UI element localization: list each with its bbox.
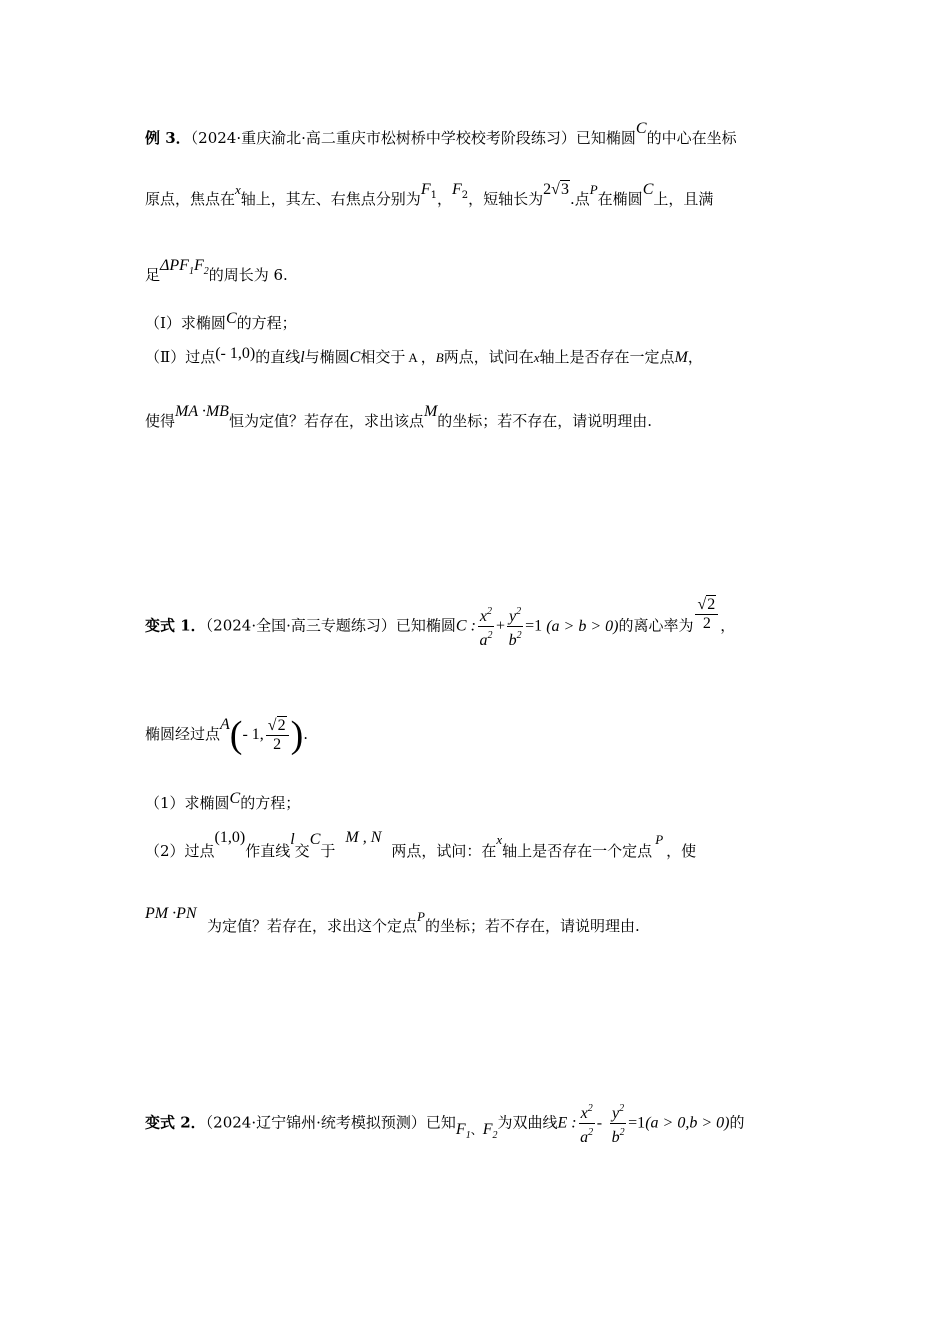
ex3-text: 轴上，其左、右焦点分别为 [240, 190, 421, 208]
math-F1-F2 [455, 1120, 498, 1141]
punct: ， [436, 190, 452, 208]
ex3-label: 例 3． [145, 129, 191, 147]
math-a: a [479, 632, 488, 649]
ex3-text: 上，且满 [653, 190, 714, 208]
math-C: C [349, 349, 361, 366]
math-P: P [655, 832, 664, 847]
punct: ， [420, 348, 436, 366]
v1-q1 [145, 792, 300, 815]
math-F: F [455, 1120, 466, 1138]
math-E-colon: E : [557, 1114, 577, 1132]
ex3-text: 相交于 [360, 348, 406, 366]
math-frac-sqrt2-2: $\frac{√2}{2}$ [695, 596, 718, 633]
q-label: （2）过点 [145, 842, 215, 860]
v1-text: 的离心率为 [618, 616, 694, 635]
ex3-line-2 [145, 181, 714, 217]
punct: ， [687, 348, 703, 366]
math-sub: 1 [465, 1129, 471, 1141]
v2-text: 已知 [425, 1113, 456, 1132]
ex3-text: 原点，焦点在 [145, 190, 236, 208]
math-sub: 1 [430, 190, 437, 201]
v1-text: 已知椭圆 [395, 616, 456, 635]
math-B: B [435, 350, 444, 365]
v1-q2 [145, 829, 697, 863]
math-A: A [408, 350, 418, 365]
math-condition: (a > b > 0) [546, 617, 619, 635]
math-F: F [482, 1120, 493, 1138]
math-radicand: 2 [277, 716, 286, 734]
math-sub: 2 [461, 190, 469, 201]
ex3-text: 在椭圆 [597, 190, 643, 208]
math-sup: 2 [587, 1103, 593, 1114]
math-sup: 2 [487, 630, 493, 641]
ex3-q2 [145, 346, 703, 369]
ex3-source: （2024·重庆渝北·高二重庆市松树桥中学校校考阶段练习） [190, 129, 576, 147]
v1-source: （2024·全国·高三专题练习） [205, 616, 396, 635]
ex3-line-1 [145, 120, 737, 150]
math-frac-x2-a2 [478, 603, 494, 650]
v1-line-2 [145, 712, 308, 757]
math-frac-y2-b2 [507, 603, 523, 650]
v1-q2-cont [207, 909, 640, 938]
paren-left: ( [229, 714, 243, 756]
math-x: x [235, 182, 241, 197]
math-delta: ΔPF [160, 257, 189, 274]
ex3-text: .点 [569, 190, 590, 208]
math-y: y [509, 608, 517, 625]
math-sup: 2 [487, 606, 493, 617]
paren-right: ) [290, 714, 304, 756]
math-vector-product: PM ·PN [145, 905, 197, 922]
math-sup: 2 [619, 1127, 625, 1138]
math-sep: 、 [470, 1122, 483, 1137]
math-l: l [300, 349, 305, 366]
math-frac-x2-a2 [579, 1100, 595, 1147]
math-C: C [642, 181, 654, 198]
v2-text: 为双曲线 [497, 1113, 558, 1132]
punct: . [303, 725, 308, 743]
math-x: x [479, 608, 488, 625]
math-condition: (a > 0,b > 0) [645, 1114, 730, 1132]
ex3-text: ，短轴长为 [468, 190, 544, 208]
math-equals-one: =1 [525, 617, 543, 635]
math-MN: M , N [345, 829, 382, 846]
math-F: F [451, 181, 462, 198]
punct: ， [720, 616, 736, 635]
ex3-text: 轴上是否存在一定点 [539, 348, 675, 366]
v1-text: 为定值？若存在，求出这个定点 [207, 917, 418, 935]
math-M: M [674, 349, 688, 366]
v1-text: 两点，试问：在 [391, 842, 497, 860]
v1-text: ，使 [666, 842, 697, 860]
math-l: l [290, 831, 295, 848]
v2-text: 的 [729, 1113, 745, 1132]
v1-label: 变式 1． [145, 616, 206, 635]
math-F: F [420, 181, 431, 198]
math-sup: 2 [516, 630, 522, 641]
math-frac-y2-b2 [610, 1100, 626, 1147]
ex3-text: 已知椭圆 [575, 129, 636, 147]
math-sup: 2 [516, 606, 522, 617]
math-y: y [612, 1105, 620, 1122]
math-vector-product: MA ·MB [175, 403, 229, 420]
math-C: C [229, 790, 241, 807]
math-den: 2 [273, 735, 282, 753]
ex3-text: 两点，试问在 [443, 348, 534, 366]
math-radicand: 3 [560, 181, 569, 198]
math-F1 [420, 180, 437, 201]
v2-source: （2024·辽宁锦州·统考模拟预测） [205, 1113, 426, 1132]
math-sup: 2 [588, 1127, 594, 1138]
math-b: b [508, 632, 517, 649]
ex3-text: 的方程； [236, 314, 297, 332]
math-point: (1,0) [214, 829, 246, 846]
math-minus: - [596, 1114, 603, 1132]
math-M: M [423, 403, 438, 420]
math-a: a [580, 1129, 589, 1146]
ex3-text: 足 [145, 266, 161, 284]
math-sup: 2 [619, 1103, 625, 1114]
math-triangle [160, 257, 209, 277]
math-x: x [580, 1105, 588, 1122]
q-label: （1）求椭圆 [145, 794, 230, 812]
ex3-text: 的中心在坐标 [646, 129, 737, 147]
v1-text: 轴上是否存在一个定点 [502, 842, 653, 860]
math-C-colon: C : [455, 617, 476, 635]
math-sub: 2 [203, 266, 209, 277]
ex3-text: 使得 [145, 412, 176, 430]
math-plus: + [496, 617, 506, 635]
ex3-q2-cont [145, 403, 653, 433]
math-num: 2 [543, 181, 552, 198]
math-point: (- 1,0) [215, 345, 256, 362]
math-F2 [451, 180, 469, 201]
math-x: x [496, 832, 503, 847]
ex3-text: 恒为定值？若存在，求出该点 [228, 412, 424, 430]
math-P: P [589, 182, 598, 197]
math-radicand: 2 [707, 596, 716, 613]
math-x: x [533, 350, 540, 365]
math-C: C [225, 310, 237, 327]
math-sub: 2 [492, 1129, 498, 1141]
math-2sqrt3: 2√3 [543, 181, 569, 198]
v2-line-1 [145, 1100, 744, 1152]
math-P: P [417, 909, 425, 924]
v1-text: 椭圆经过点 [145, 725, 221, 743]
math-C: C [309, 831, 321, 848]
ex3-text: 的周长为 6. [208, 266, 288, 284]
ex3-line-3 [145, 257, 288, 293]
math-b: b [611, 1129, 620, 1146]
ex3-text: 的坐标；若不存在，请说明理由. [437, 412, 653, 430]
ex3-q1 [145, 312, 297, 335]
math-equals-one: =1 [628, 1114, 646, 1132]
v1-q2-vec [145, 902, 197, 925]
math-A: A [220, 716, 230, 733]
math-frac-sqrt2-2: $\frac{√2}{2}$ [266, 717, 289, 754]
math-F: F [193, 257, 204, 274]
ex3-text: 与椭圆 [304, 348, 350, 366]
math-sub: 1 [188, 266, 194, 277]
math-den: 2 [702, 615, 711, 632]
v1-text: 的方程； [240, 794, 301, 812]
v1-text: 于 [320, 842, 336, 860]
v1-line-1 [145, 596, 736, 650]
v1-text: 作直线 [245, 842, 291, 860]
v1-text: 交 [294, 842, 310, 860]
ex3-text: 的直线 [255, 348, 301, 366]
math-C: C [635, 120, 647, 137]
math-point-x: - 1, [242, 726, 264, 743]
q-label: （Ⅱ）过点 [145, 348, 216, 366]
v2-label: 变式 2． [145, 1113, 206, 1132]
v1-text: 的坐标；若不存在，请说明理由. [424, 917, 640, 935]
q-label: （I）求椭圆 [145, 314, 226, 332]
